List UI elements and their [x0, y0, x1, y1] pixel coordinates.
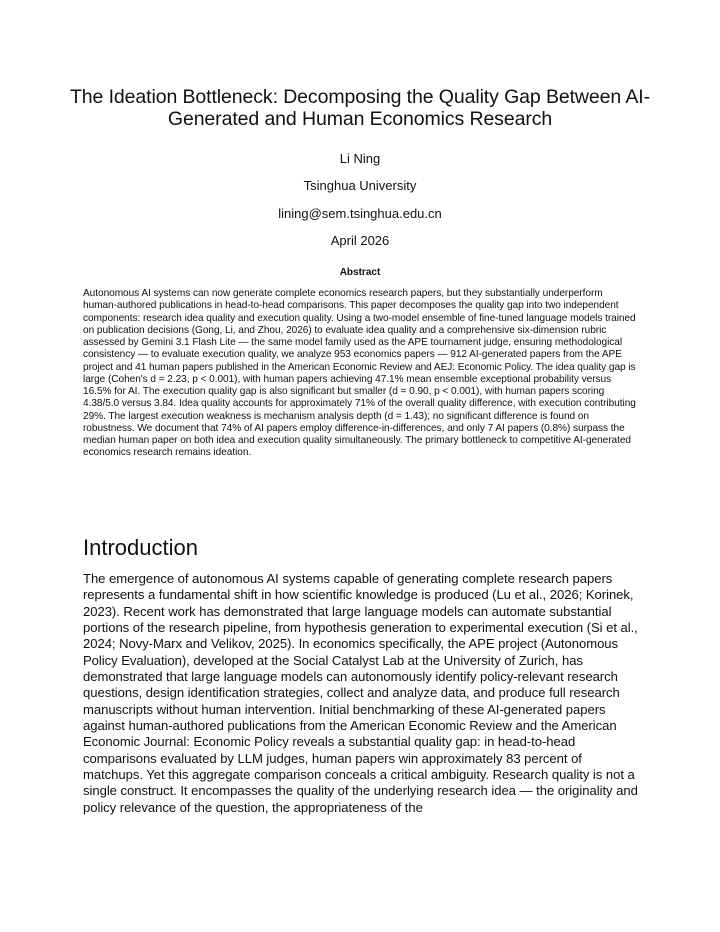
author-affiliation: Tsinghua University	[303, 178, 417, 193]
abstract-text: Autonomous AI systems can now generate complete economics research papers, but they substantially underperform human-authored publications in head-to-head comparisons. This paper decomposes the quality gap into two independent components: research idea quality and execution quality. Using a two-model ensemble of fine-tuned language models trained on publication decisions (Gong, Li, and Zhou, 2026) to evaluate idea quality and a comprehensive six-dimension rubric assessed by Gemini 3.1 Flash Lite — the same model family used as the APE tournament judge, ensuring methodological consistency — to evaluate execution quality, we analyze 953 economics papers — 912 AI-generated papers from the APE project and 41 human papers published in the American Economic Review and AEJ: Economic Policy. The idea quality gap is large (Cohen's d = 2.23, p < 0.001), with human papers achieving 47.1% mean ensemble exceptional probability versus 16.5% for AI. The execution quality gap is also significant but smaller (d = 0.90, p < 0.001), with human papers scoring 4.38/5.0 versus 3.84. Idea quality accounts for approximately 71% of the overall quality difference, with execution contributing 29%. The largest execution weakness is mechanism analysis depth (d = 1.43); no significant difference is found on robustness. We document that 74% of AI papers employ difference-in-differences, and only 7 AI papers (0.8%) surpass the median human paper on both idea and execution quality simultaneously. The primary bottleneck to competitive AI-generated economics research remains ideation.	[83, 288, 636, 459]
abstract-heading: Abstract	[339, 267, 381, 278]
author-email: lining@sem.tsinghua.edu.cn	[278, 206, 442, 221]
section-heading-introduction: Introduction	[83, 535, 198, 560]
paper-title: The Ideation Bottleneck: Decomposing the Quality Gap Between AI-Generated and Human Economics Research	[69, 86, 651, 130]
introduction-text: The emergence of autonomous AI systems capable of generating complete research papers represents a fundamental shift in how scientific knowledge is produced (Lu et al., 2026; Korinek, 2023). Recent work has demonstrated that large language models can automate substantial portions of the research pipeline, from hypothesis generation to experimental execution (Si et al., 2024; Novy-Marx and Velikov, 2025). In economics specifically, the APE project (Autonomous Policy Evaluation), developed at the Social Catalyst Lab at the University of Zurich, has demonstrated that large language models can autonomously identify policy-relevant research questions, design identification strategies, collect and analyze data, and produce full research manuscripts without human intervention. Initial benchmarking of these AI-generated papers against human-authored publications from the American Economic Review and the American Economic Journal: Economic Policy reveals a substantial quality gap: in head-to-head comparisons evaluated by LLM judges, human papers win approximately 83 percent of matchups. Yet this aggregate comparison conceals a critical ambiguity. Research quality is not a single construct. It encompasses the quality of the underlying research idea — the originality and policy relevance of the question, the appropriateness of the	[83, 571, 638, 815]
author-name: Li Ning	[339, 151, 381, 166]
publication-date: April 2026	[330, 233, 390, 248]
